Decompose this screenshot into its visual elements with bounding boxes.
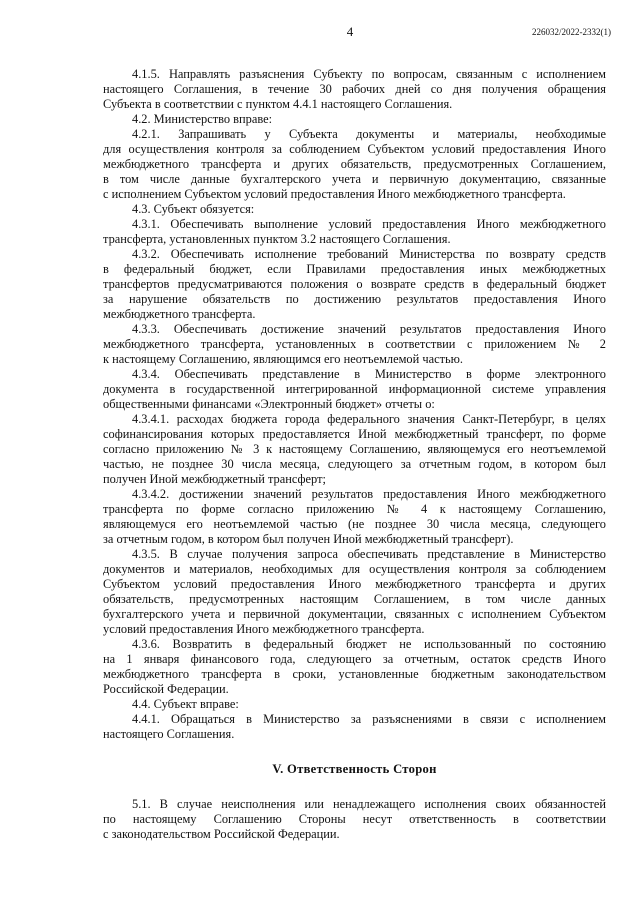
paragraph xyxy=(103,797,606,842)
paragraph-line: 4.1.5. Направлять разъяснения Субъекту по вопросам, связанным с исполнением xyxy=(132,67,606,81)
paragraph-line: 4.3.6. Возвратить в федеральный бюджет не использованный по состоянию xyxy=(132,637,606,651)
paragraph-line: межбюджетного трансферта и других обязательств, предусмотренных Соглашением, xyxy=(103,157,606,171)
paragraph-line: Российской Федерации. xyxy=(103,682,229,696)
paragraph-line: для осуществления контроля за соблюдением Субъектом условий предоставления Иного xyxy=(103,142,606,156)
paragraph-line: обязательств, предусмотренных настоящим Соглашением, в том числе данных xyxy=(103,592,606,606)
paragraph-line: 4.3.2. Обеспечивать исполнение требований Министерства по возврату средств xyxy=(132,247,606,261)
paragraph xyxy=(103,712,606,742)
paragraph-line: 4.3.1. Обеспечивать выполнение условий предоставления Иного межбюджетного xyxy=(132,217,606,231)
paragraph-line: настоящего Соглашения. xyxy=(103,727,235,741)
section-iv-paragraphs xyxy=(103,67,606,742)
paragraph-line: Субъекта в соответствии с пунктом 4.4.1 настоящего Соглашения. xyxy=(103,97,453,111)
paragraph xyxy=(103,697,606,712)
paragraph-line: на 1 января финансового года, следующего за отчетным, остаток средств Иного xyxy=(103,652,606,666)
paragraph-line: бухгалтерского учета и первичной документации, связанных с исполнением Субъектом xyxy=(103,607,606,621)
paragraph-line: 5.1. В случае неисполнения или ненадлежащего исполнения своих обязанностей xyxy=(132,797,606,811)
paragraph-line: 4.2. Министерство вправе: xyxy=(132,112,273,126)
paragraph xyxy=(103,547,606,637)
paragraph-line: 4.3.4.2. достижении значений результатов предоставления Иного межбюджетного xyxy=(132,487,606,501)
paragraph-line: 4.3.3. Обеспечивать достижение значений результатов предоставления Иного xyxy=(132,322,606,336)
paragraph-line: документов и материалов, необходимых для осуществления контроля за соблюдением xyxy=(103,562,606,576)
section-heading: V. Ответственность Сторон xyxy=(272,762,437,776)
paragraph-line: документа в государственной интегрированной информационной системе управления xyxy=(103,382,606,396)
paragraph-line: общественными финансами «Электронный бюджет» отчеты о: xyxy=(103,397,435,411)
paragraph-line: с законодательством Российской Федерации. xyxy=(103,827,340,841)
paragraph-line: являющемуся его неотъемлемой частью (не позднее 30 числа месяца, следующего xyxy=(103,517,606,531)
document-body xyxy=(103,67,606,842)
paragraph-line: получен Иной межбюджетный трансферт; xyxy=(103,472,326,486)
paragraph-line: в федеральный бюджет, если Правилами предоставления иных межбюджетных xyxy=(103,262,606,276)
paragraph-line: 4.3.5. В случае получения запроса обеспечивать представление в Министерство xyxy=(132,547,606,561)
paragraph-line: 4.3.4. Обеспечивать представление в Министерство в форме электронного xyxy=(132,367,606,381)
paragraph-line: 4.3. Субъект обязуется: xyxy=(132,202,255,216)
paragraph-line: трансферта по форме согласно приложению № 4 к настоящему Соглашению, xyxy=(103,502,606,516)
paragraph xyxy=(103,67,606,112)
section-v-paragraphs xyxy=(103,797,606,842)
page-number: 4 xyxy=(346,24,354,39)
paragraph xyxy=(103,367,606,412)
paragraph-line: 4.4.1. Обращаться в Министерство за разъяснениями в связи с исполнением xyxy=(132,712,606,726)
paragraph-line: софинансирования которых предоставляется Иной межбюджетный трансферт, по форме xyxy=(103,427,606,441)
paragraph-line: согласно приложению № 3 к настоящему Соглашению, являющемуся его неотъемлемой xyxy=(103,442,606,456)
paragraph xyxy=(103,637,606,697)
paragraph xyxy=(103,202,606,217)
paragraph-line: к настоящему Соглашению, являющимся его неотъемлемой частью. xyxy=(103,352,464,366)
paragraph-line: в том числе данные бухгалтерского учета и первичную документацию, связанные xyxy=(103,172,606,186)
paragraph-line: за отчетным годом, в котором был получен Иной межбюджетный трансферт). xyxy=(103,532,514,546)
paragraph xyxy=(103,247,606,322)
paragraph-line: за нарушение обязательств по достижению результатов предоставления Иного xyxy=(103,292,606,306)
document-number: 226032/2022-2332(1) xyxy=(532,27,611,37)
paragraph xyxy=(103,127,606,202)
paragraph-line: межбюджетного трансферта в сроки, установленные бюджетным законодательством xyxy=(103,667,606,681)
paragraph-line: 4.2.1. Запрашивать у Субъекта документы и материалы, необходимые xyxy=(132,127,606,141)
paragraph-line: Субъектом условий предоставления Иного межбюджетного трансферта и других xyxy=(103,577,606,591)
paragraph-line: частью, не позднее 30 числа месяца, следующего за отчетным годом, в котором был xyxy=(103,457,606,471)
paragraph-line: с исполнением Субъектом условий предоставления Иного межбюджетного трансферта. xyxy=(103,187,566,201)
paragraph-line: условий предоставления Иного межбюджетного трансферта. xyxy=(103,622,425,636)
paragraph-line: межбюджетного трансферта, установленных в соответствии с приложением № 2 xyxy=(103,337,606,351)
paragraph-line: по настоящему Соглашению Стороны несут ответственность в соответствии xyxy=(103,812,606,826)
paragraph-line: трансферта, установленных пунктом 3.2 настоящего Соглашения. xyxy=(103,232,451,246)
paragraph-line: 4.4. Субъект вправе: xyxy=(132,697,239,711)
paragraph-line: межбюджетного трансферта. xyxy=(103,307,256,321)
paragraph xyxy=(103,217,606,247)
paragraph xyxy=(103,487,606,547)
paragraph xyxy=(103,322,606,367)
paragraph-line: настоящего Соглашения, в течение 30 рабочих дней со дня получения обращения xyxy=(103,82,606,96)
paragraph xyxy=(103,112,606,127)
paragraph-line: 4.3.4.1. расходах бюджета города федерального значения Санкт-Петербург, в целях xyxy=(132,412,606,426)
paragraph-line: трансфертов предусматриваются положения о возврате средств в федеральный бюджет xyxy=(103,277,606,291)
paragraph xyxy=(103,412,606,487)
